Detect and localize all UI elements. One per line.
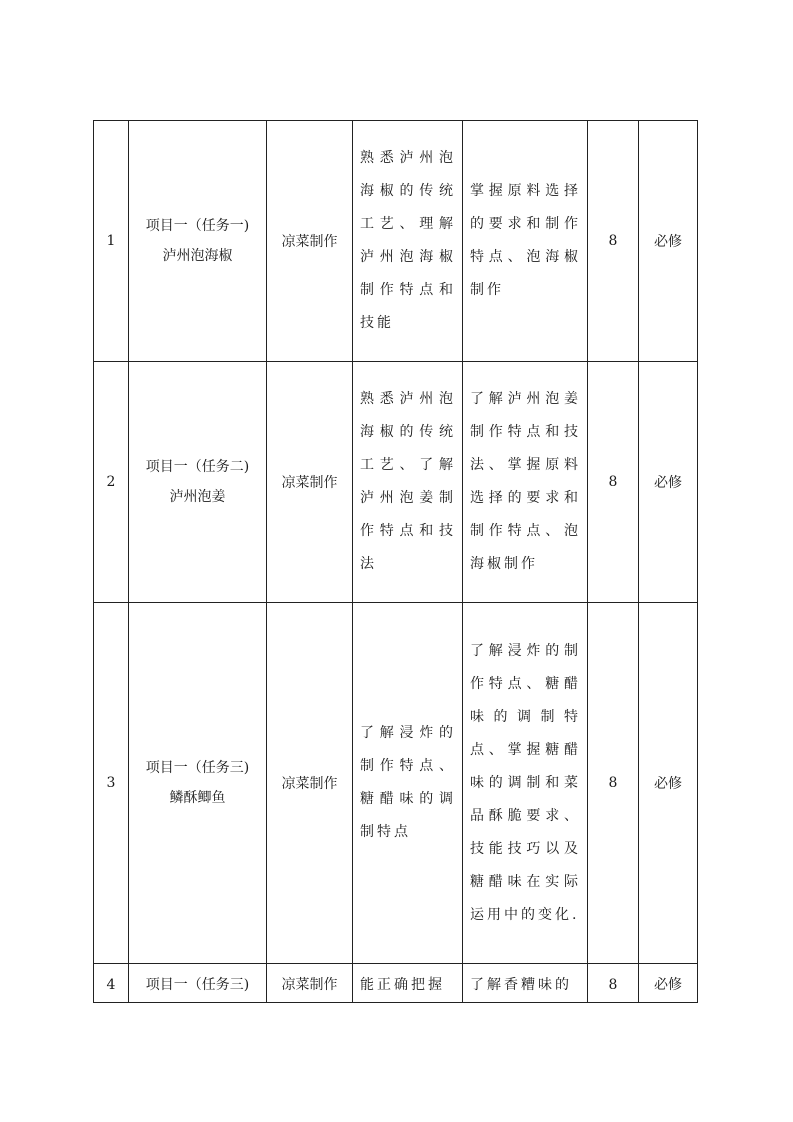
project-cell	[129, 964, 267, 1003]
requirement-text: 了解泸州泡姜制作特点和技法、掌握原料选择的要求和制作特点、泡海椒制作	[470, 391, 581, 572]
module-cell: 凉菜制作	[267, 603, 353, 964]
module-cell: 凉菜制作	[267, 121, 353, 362]
project-cell	[129, 362, 267, 603]
module-cell	[267, 964, 353, 1003]
course-type-cell	[639, 964, 698, 1003]
project-label: 项目一（任务三)	[145, 760, 250, 776]
module-cell: 凉菜制作	[267, 362, 353, 603]
requirement-cell	[463, 603, 588, 964]
row-number-cell: 1	[94, 121, 129, 362]
requirement-cell	[463, 362, 588, 603]
goal-text: 能正确把握	[360, 977, 445, 993]
goal-cell	[353, 964, 463, 1003]
goal-cell	[353, 603, 463, 964]
hours-value: 8	[608, 977, 618, 993]
requirement-cell	[463, 964, 588, 1003]
goal-cell	[353, 121, 463, 362]
table-row	[94, 964, 698, 1003]
requirement-text: 掌握原料选择的要求和制作特点、泡海椒制作	[470, 183, 581, 298]
table-row	[94, 603, 698, 964]
hours-cell: 8	[588, 121, 639, 362]
hours-cell: 8	[588, 362, 639, 603]
hours-cell: 8	[588, 603, 639, 964]
project-cell	[129, 603, 267, 964]
project-label: 项目一（任务三)	[145, 977, 250, 993]
course-type-cell: 必修	[639, 603, 698, 964]
course-type-cell: 必修	[639, 121, 698, 362]
goal-text: 了解浸炸的制作特点、糖醋味的调制特点	[360, 725, 456, 840]
course-type-value: 必修	[654, 977, 682, 993]
row-number-cell: 2	[94, 362, 129, 603]
row-number: 4	[106, 977, 116, 993]
goal-cell	[353, 362, 463, 603]
goal-text: 熟悉泸州泡海椒的传统工艺、理解泸州泡海椒制作特点和技能	[360, 150, 456, 331]
task-name: 鳞酥鲫鱼	[169, 790, 226, 806]
course-schedule-table	[93, 120, 698, 1003]
goal-text: 熟悉泸州泡海椒的传统工艺、了解泸州泡姜制作特点和技法	[360, 391, 456, 572]
requirement-text: 了解浸炸的制作特点、糖醋味的调制特点、掌握糖醋味的调制和菜品酥脆要求、技能技巧以及糖醋味在实际运用中的变化.	[470, 642, 581, 923]
table-row	[94, 121, 698, 362]
module-label: 凉菜制作	[281, 977, 338, 993]
row-number-cell: 3	[94, 603, 129, 964]
task-name: 泸州泡姜	[169, 489, 226, 505]
project-label: 项目一（任务二)	[145, 459, 250, 475]
project-label: 项目一（任务一)	[145, 218, 250, 234]
requirement-cell	[463, 121, 588, 362]
table-row	[94, 362, 698, 603]
requirement-text: 了解香糟味的	[470, 977, 572, 993]
course-type-cell: 必修	[639, 362, 698, 603]
task-name: 泸州泡海椒	[162, 248, 233, 264]
row-number-cell	[94, 964, 129, 1003]
project-cell	[129, 121, 267, 362]
hours-cell	[588, 964, 639, 1003]
